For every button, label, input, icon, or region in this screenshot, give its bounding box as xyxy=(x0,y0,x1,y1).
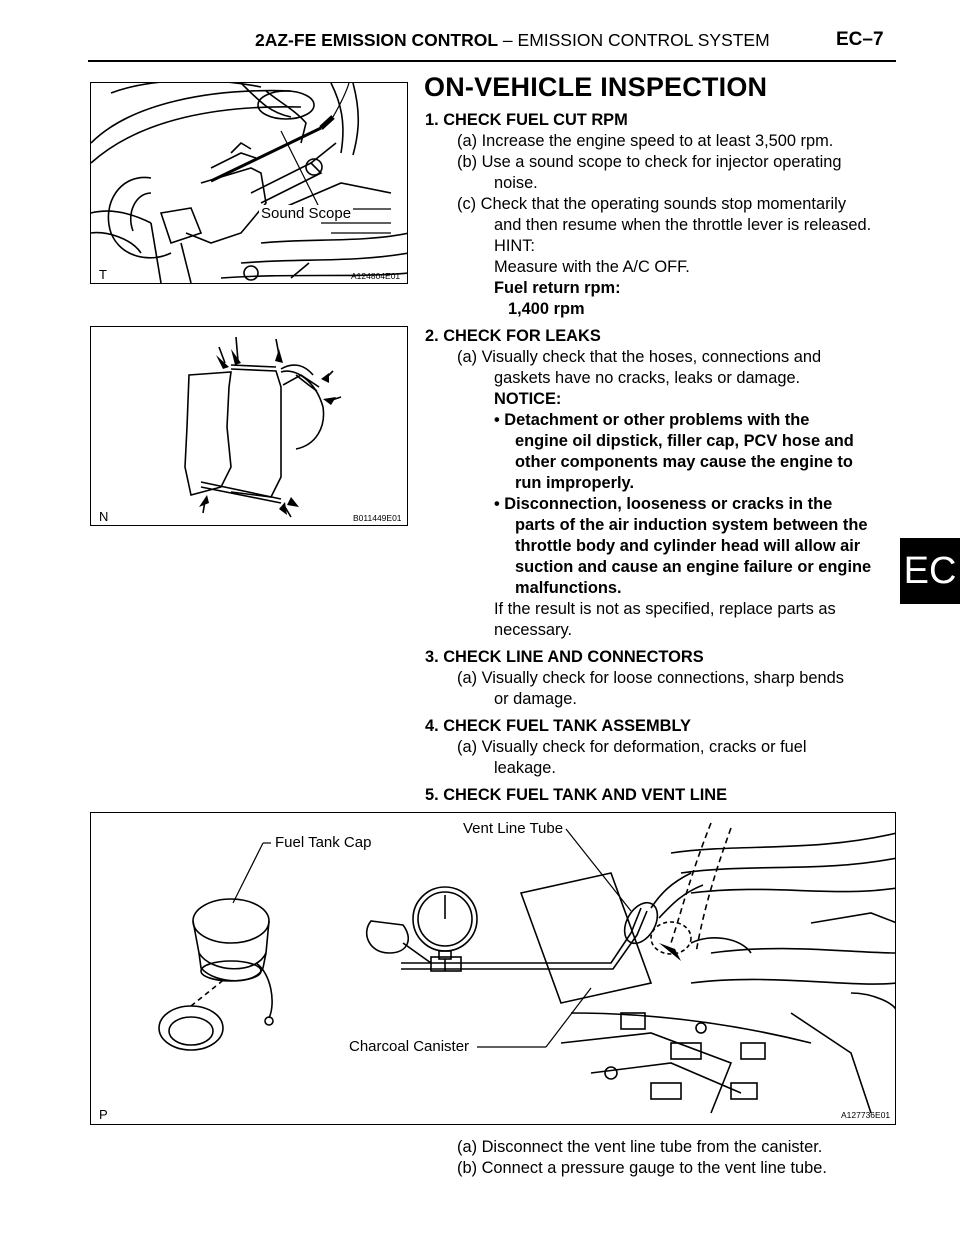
figure-vent-line xyxy=(90,812,896,1125)
step-1c-cont: and then resume when the throttle lever is released. xyxy=(494,216,872,234)
notice-bullet-1: • Detachment or other problems with the xyxy=(494,411,810,429)
figure-code: A124804E01 xyxy=(351,271,401,281)
step-3-title: 3. CHECK LINE AND CONNECTORS xyxy=(425,648,704,666)
step-5b: (b) Connect a pressure gauge to the vent line tube. xyxy=(457,1159,827,1177)
sound-scope-illustration xyxy=(91,83,408,284)
notice-bullet-1-line-3: other components may cause the engine to xyxy=(515,453,853,471)
figure-leak-check xyxy=(90,326,408,526)
callout-sound-scope: Sound Scope xyxy=(261,205,352,222)
figure-sound-scope xyxy=(90,82,408,284)
notice-bullet-1-line-4: run improperly. xyxy=(515,474,634,492)
vent-line-illustration xyxy=(91,813,896,1125)
spec-label: Fuel return rpm: xyxy=(494,279,621,297)
figure-code: A127736E01 xyxy=(841,1110,891,1120)
notice-bullet-2-line-3: throttle body and cylinder head will allow air xyxy=(515,537,861,555)
step-2-result: If the result is not as specified, replace parts as xyxy=(494,600,836,618)
step-1c: (c) Check that the operating sounds stop momentarily xyxy=(457,195,847,213)
notice-bullet-2-line-2: parts of the air induction system between the xyxy=(515,516,868,534)
step-1-title: 1. CHECK FUEL CUT RPM xyxy=(425,111,628,129)
step-5-title: 5. CHECK FUEL TANK AND VENT LINE xyxy=(425,786,728,804)
notice-bullet-2: • Disconnection, looseness or cracks in the xyxy=(494,495,833,513)
figure-code: B011449E01 xyxy=(353,513,402,523)
header-title-rest: – EMISSION CONTROL SYSTEM xyxy=(498,30,770,50)
step-1b-cont: noise. xyxy=(494,174,538,192)
hint-text: Measure with the A/C OFF. xyxy=(494,258,690,276)
page-number: EC–7 xyxy=(836,29,884,50)
notice-label: NOTICE: xyxy=(494,390,562,408)
step-3a: (a) Visually check for loose connections, sharp bends xyxy=(457,669,844,687)
step-2-title: 2. CHECK FOR LEAKS xyxy=(425,327,601,345)
callout-charcoal-canister: Charcoal Canister xyxy=(349,1038,470,1055)
step-4a: (a) Visually check for deformation, cracks or fuel xyxy=(457,738,807,756)
step-3a-cont: or damage. xyxy=(494,690,577,708)
step-5a: (a) Disconnect the vent line tube from the canister. xyxy=(457,1138,823,1156)
step-1b: (b) Use a sound scope to check for injector operating xyxy=(457,153,842,171)
header-rule xyxy=(88,60,896,62)
leak-check-illustration xyxy=(91,327,408,526)
page-header xyxy=(0,0,960,64)
notice-bullet-1-line-2: engine oil dipstick, filler cap, PCV hose and xyxy=(515,432,854,450)
step-2a-cont: gaskets have no cracks, leaks or damage. xyxy=(494,369,801,387)
notice-bullet-2-line-5: malfunctions. xyxy=(515,579,622,597)
figure-letter-n: N xyxy=(99,509,109,524)
figure-letter-p: P xyxy=(99,1107,108,1122)
notice-bullet-2-line-4: suction and cause an engine failure or engine xyxy=(515,558,872,576)
step-2-result-cont: necessary. xyxy=(494,621,573,639)
section-tab: EC xyxy=(900,538,960,604)
callout-fuel-tank-cap: Fuel Tank Cap xyxy=(275,834,372,851)
page-heading: ON-VEHICLE INSPECTION xyxy=(424,72,768,102)
header-title xyxy=(255,30,770,51)
header-title-bold: 2AZ-FE EMISSION CONTROL xyxy=(255,30,499,50)
hint-label: HINT: xyxy=(494,237,535,255)
figure-letter-t: T xyxy=(99,267,107,282)
callout-vent-line-tube: Vent Line Tube xyxy=(463,820,564,837)
step-4a-cont: leakage. xyxy=(494,759,556,777)
step-2a: (a) Visually check that the hoses, connections and xyxy=(457,348,822,366)
step-1a: (a) Increase the engine speed to at least 3,500 rpm. xyxy=(457,132,834,150)
spec-value: 1,400 rpm xyxy=(508,300,585,318)
step-4-title: 4. CHECK FUEL TANK ASSEMBLY xyxy=(425,717,691,735)
